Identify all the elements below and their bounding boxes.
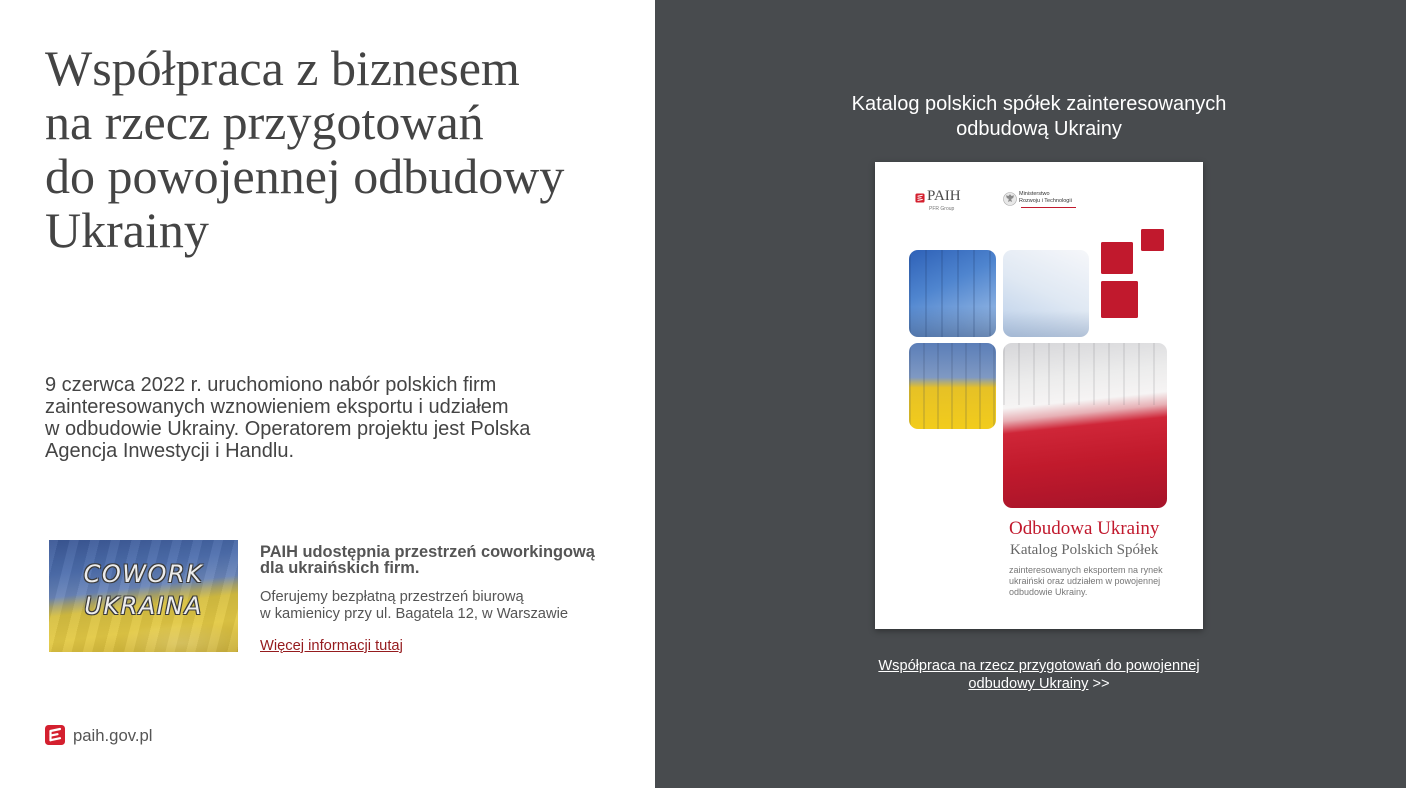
news-heading-line: PAIH udostępnia przestrzeń coworkingową <box>260 543 595 561</box>
cover-pfr-group-label: PFR Group <box>929 206 955 212</box>
news-description-line: w kamienicy przy ul. Bagatela 12, w Warszawie <box>260 606 569 622</box>
cover-photo-tile-poland-flag <box>1003 343 1167 508</box>
news-description-line: Oferujemy bezpłatną przestrzeń biurową <box>260 589 524 605</box>
cover-red-square <box>1101 281 1138 318</box>
cover-photo-tile-ukraine-flag <box>909 343 996 429</box>
cowork-image-word: UKRAINA <box>84 592 203 620</box>
cover-ministry-line: Rozwoju i Technologii <box>1019 198 1072 204</box>
news-card <box>49 540 619 660</box>
content-left <box>0 0 655 788</box>
cooperation-link-line: Współpraca na rzecz przygotowań do powojennej <box>878 658 1200 674</box>
page-title-line: na rzecz przygotowań <box>45 94 484 150</box>
cover-ministry-line: Ministerstwo <box>1019 191 1050 197</box>
cowork-image-word: COWORK <box>83 560 204 588</box>
page-title-line: Współpraca z biznesem <box>45 40 520 96</box>
footer-paih-link[interactable] <box>44 724 174 748</box>
cover-red-square <box>1141 229 1164 251</box>
cowork-image-lettering <box>49 558 238 622</box>
footer-site-label: paih.gov.pl <box>73 726 153 745</box>
cover-paih-logo <box>915 189 985 215</box>
more-info-link[interactable]: Więcej informacji tutaj <box>260 638 403 654</box>
cover-description-line: ukraiński oraz udziałem w powojennej <box>1009 576 1161 586</box>
intro-line: Agencja Inwestycji i Handlu. <box>45 440 295 462</box>
news-heading <box>260 544 595 576</box>
catalog-heading-line: Katalog polskich spółek zainteresowanych <box>851 93 1227 115</box>
eagle-emblem-icon <box>1003 190 1017 208</box>
cover-description-line: odbudowie Ukrainy. <box>1009 587 1088 597</box>
page-title-line: Ukrainy <box>45 202 209 258</box>
page-title <box>45 41 564 257</box>
cover-photo-tile-sky <box>1003 250 1089 337</box>
cooperation-link-line: odbudowy Ukrainy <box>968 676 1089 692</box>
cover-ministry-logo <box>1003 190 1093 212</box>
intro-paragraph <box>45 374 530 462</box>
news-description <box>260 589 568 623</box>
catalog-panel <box>655 0 1406 788</box>
cover-paih-wordmark: PAIH <box>927 188 961 204</box>
cover-title: Odbudowa Ukrainy <box>1009 518 1160 539</box>
paih-logo-icon <box>915 193 925 203</box>
cooperation-page-link[interactable] <box>878 658 1199 692</box>
catalog-link-block <box>839 657 1239 693</box>
cover-description-line: zainteresowanych eksportem na rynek <box>1009 565 1163 575</box>
cover-ministry-rule <box>1021 207 1076 208</box>
intro-line: zainteresowanych wznowieniem eksportu i udziałem <box>45 396 509 418</box>
cover-red-square <box>1101 242 1133 274</box>
catalog-heading-line: odbudową Ukrainy <box>956 118 1122 140</box>
news-heading-line: dla ukraińskich firm. <box>260 559 420 577</box>
cover-subtitle: Katalog Polskich Spółek <box>1010 542 1159 558</box>
intro-line: 9 czerwca 2022 r. uruchomiono nabór polskich firm <box>45 374 497 396</box>
link-arrow-suffix: >> <box>1092 676 1110 692</box>
catalog-cover <box>875 162 1203 629</box>
paih-logo-icon <box>44 724 66 746</box>
cowork-ukraina-image <box>49 540 238 652</box>
cover-ministry-name <box>1019 191 1072 205</box>
intro-line: w odbudowie Ukrainy. Operatorem projektu jest Polska <box>45 418 531 440</box>
cover-photo-tile-industry <box>909 250 996 337</box>
catalog-heading <box>839 92 1239 142</box>
cover-description <box>1009 565 1163 598</box>
page-title-line: do powojennej odbudowy <box>45 148 565 204</box>
